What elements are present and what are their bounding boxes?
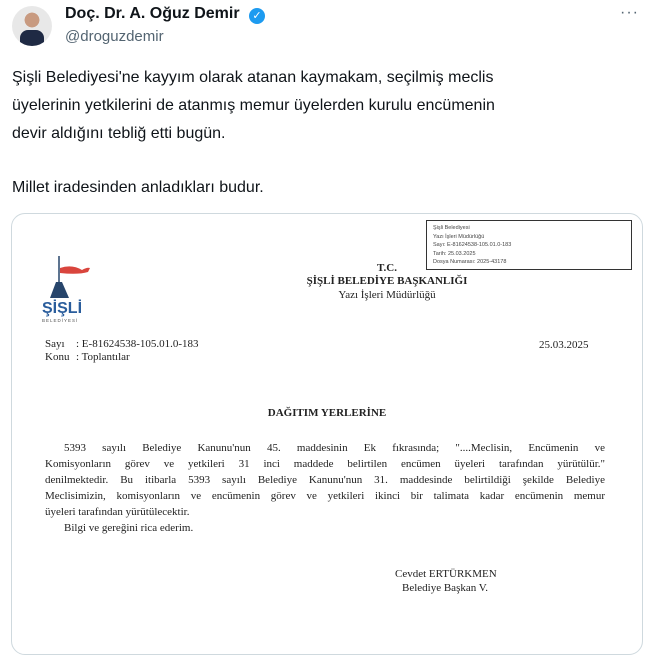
tweet-text-line: üyelerinin yetkilerini de atanmış memur üyelerden kurulu encümenin — [12, 97, 495, 114]
body-line: Komisyonların görev ve yetkileri 31 inci maddede belirtilen encümen üyeleri tarafından yürütülür." — [45, 458, 605, 470]
sayi-label: Sayı — [45, 338, 65, 350]
signer-name: Cevdet ERTÜRKMEN — [395, 568, 497, 580]
logo-subtitle: BELEDİYESİ — [42, 318, 79, 323]
signer-title: Belediye Başkan V. — [402, 582, 489, 594]
tweet-text-line: devir aldığını tebliğ etti bugün. — [12, 125, 226, 142]
document-title: DAĞITIM YERLERİNE — [267, 407, 387, 419]
verified-badge-icon: ✓ — [249, 8, 265, 24]
header-department: Yazı İşleri Müdürlüğü — [338, 289, 436, 301]
tweet-text-line: Şişli Belediyesi'ne kayyım olarak atanan kaymakam, seçilmiş meclis — [12, 69, 494, 86]
body-line: denilmektedir. Bu itibarla 5393 sayılı Belediye Kanunu'nun 31. maddesinde belirtildiği şekilde Belediye — [45, 474, 605, 486]
closing-text: Bilgi ve gereğini rica ederim. — [64, 522, 194, 534]
sisli-logo: ŞİŞLİ BELEDİYESİ — [42, 254, 97, 324]
attached-document-image[interactable] — [11, 213, 643, 655]
header-tc: T.C. — [377, 262, 397, 274]
body-line: üyeleri tarafından yürütülecektir. — [45, 506, 190, 518]
avatar[interactable] — [12, 6, 52, 46]
body-line: 5393 sayılı Belediye Kanunu'nun 45. maddesinin Ek fıkrasında; "....Meclisin, Encümenin ve — [64, 442, 605, 454]
stamp-line: Şişli Belediyesi — [433, 225, 470, 231]
author-name[interactable]: Doç. Dr. A. Oğuz Demir — [65, 5, 240, 22]
header-institution: ŞİŞLİ BELEDİYE BAŞKANLIĞI — [306, 275, 468, 287]
stamp-line: Sayı: E-81624538-105.01.0-183 — [433, 242, 512, 248]
document-date: 25.03.2025 — [539, 339, 589, 351]
konu-value: : Toplantılar — [76, 351, 130, 363]
stamp-line: Tarih: 25.03.2025 — [433, 250, 476, 257]
body-line: Meclisimizin, komisyonların ve encümenin görev ve yetkileri ikinci bir talimata kadar encümenin memur — [45, 490, 605, 502]
stamp-line: Dosya Numarası: 2025-43178 — [433, 259, 507, 265]
konu-label: Konu — [45, 351, 70, 363]
author-handle[interactable]: @droguzdemir — [65, 28, 164, 45]
more-options-icon[interactable]: ··· — [620, 4, 639, 21]
sayi-value: : E-81624538-105.01.0-183 — [76, 338, 199, 350]
tweet-text-line: Millet iradesinden anladıkları budur. — [12, 179, 264, 196]
stamp-line: Yazı İşleri Müdürlüğü — [433, 233, 485, 240]
